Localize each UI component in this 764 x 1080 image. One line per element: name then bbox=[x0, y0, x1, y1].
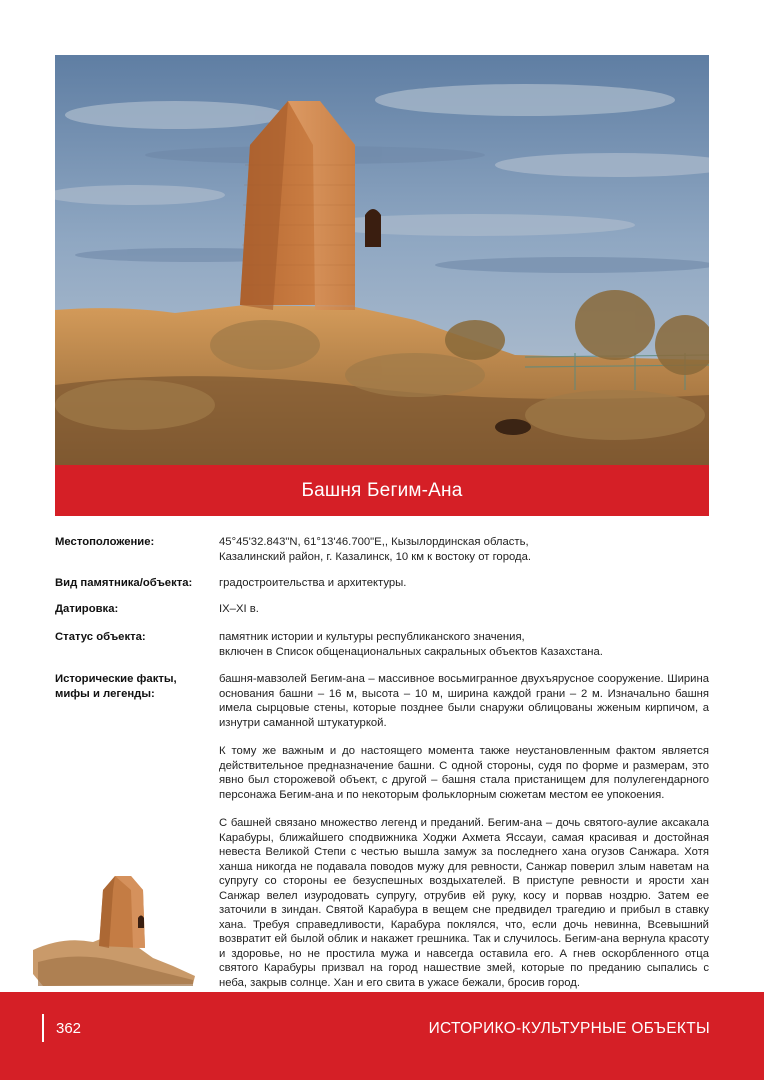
location-line: Казалинский район, г. Казалинск, 10 км к востоку от города. bbox=[219, 550, 532, 563]
footer-divider bbox=[42, 1014, 44, 1042]
date-text: IX–XI в. bbox=[219, 603, 259, 615]
paragraph: К тому же важным и до настоящего момента также неустановленным фактом является действительное предназначение башни. С одной стороны, судя по форме и размерам, это явно был сторожевой объект, с другой – башня стала пристанищем для полулегендарного персонажа Бегим-ана и по некоторым фольклорным сюжетам местом ее упокоения. bbox=[219, 745, 709, 801]
type-value bbox=[219, 576, 709, 591]
status-line: включен в Список общенациональных сакральных объектов Казахстана. bbox=[219, 645, 603, 658]
location-value bbox=[219, 535, 709, 564]
paragraph: С башней связано множество легенд и преданий. Бегим-ана – дочь святого-аулие аксакала Карабуры, ближайшего сподвижника Ходжи Ахмета Яссауи, самая красивая и достойная невеста Великой Степи с честью вышла замуж за последнего хана огузов Санжара. Хотя ханша никогда не подавала поводов мужу для ревности, Санжар поверил злым наветам на супругу со стороны ее безуспешных воздыхателей. В приступе ревности и ярости хан Санжар велел изуродовать супругу, отрубив ей руку, косу и порвав ноздрю. Затем ее заточили в зиндан. Святой Карабура в вещем сне предвидел трагедию и прибыл в ставку хана. Требуя справедливости, Карабура поклялся, что, если дочь невинна, Всевышний возвратит ей былой облик и накажет грешника. Так и случилось. Бегим-ана вернула красоту и здоровье, но не простила мужа и навсегда оставила его. А гнев оскорбленного отца святого Карабуры призвал на город нашествие змей, которые по преданию сыпались с неба, закрыв солнце. Хан и его свита в ужасе бежали, бросив город. bbox=[219, 817, 709, 989]
paragraph: башня-мавзолей Бегим-ана – массивное восьмигранное двухъярусное сооружение. Ширина основания башни – 16 м, высота – 10 м, ширина каждой грани – 2 м. Изначально башня имела сырцовые стены, которые позднее были снаружи облицованы жженым кирпичом, а изнутри саманной штукатуркой. bbox=[219, 673, 709, 729]
section-title: ИСТОРИКО-КУЛЬТУРНЫЕ ОБЪЕКТЫ bbox=[428, 1020, 710, 1037]
date-label: Датировка: bbox=[55, 603, 119, 615]
facts-label-line: Исторические факты, bbox=[55, 673, 177, 685]
footer-bar bbox=[0, 992, 764, 1080]
location-label: Местоположение: bbox=[55, 536, 155, 548]
facts-label bbox=[55, 672, 205, 701]
facts-label-line: мифы и легенды: bbox=[55, 687, 155, 700]
page-title: Башня Бегим-Ана bbox=[301, 479, 463, 501]
facts-body bbox=[219, 672, 709, 990]
title-bar bbox=[55, 465, 709, 516]
status-label: Статус объекта: bbox=[55, 631, 146, 643]
type-label: Вид памятника/объекта: bbox=[55, 577, 193, 589]
status-value bbox=[219, 630, 709, 659]
page-number: 362 bbox=[56, 1020, 82, 1037]
type-text: градостроительства и архитектуры. bbox=[219, 577, 407, 589]
tower-thumbnail bbox=[33, 866, 203, 990]
tower-photo bbox=[55, 55, 709, 465]
status-line: памятник истории и культуры республиканского значения, bbox=[219, 631, 525, 643]
date-value bbox=[219, 602, 709, 617]
location-line: 45°45'32.843"N, 61°13'46.700"E,, Кызылординская область, bbox=[219, 536, 529, 548]
